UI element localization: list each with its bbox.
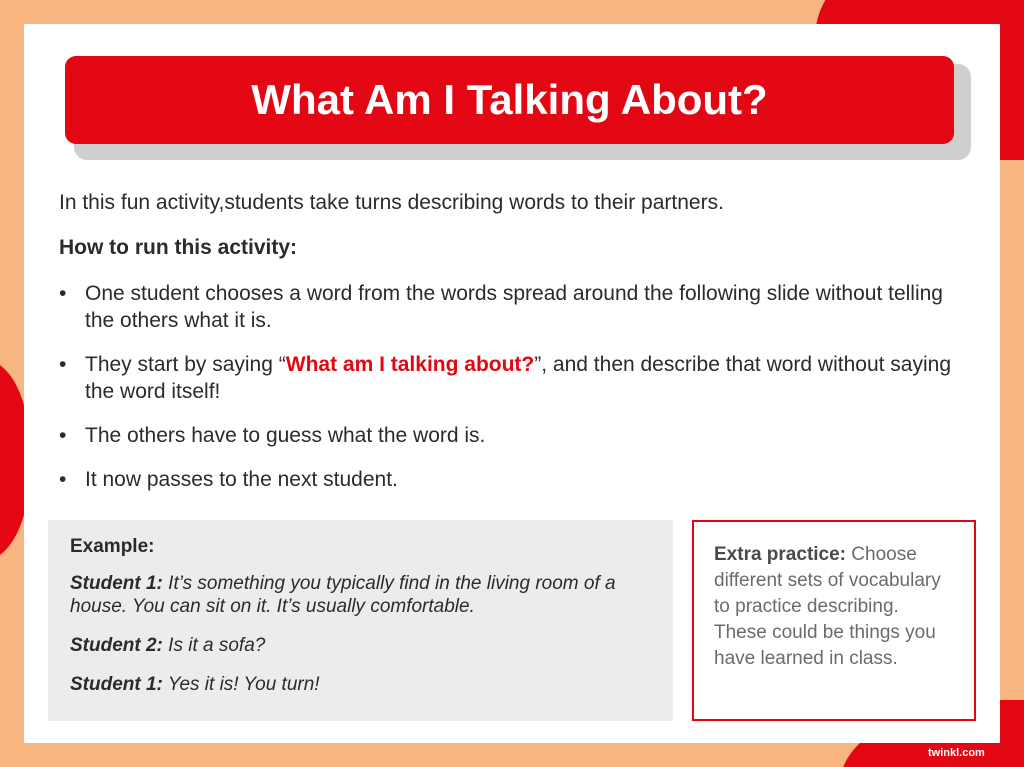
list-item — [59, 280, 959, 334]
example-title: Example: — [70, 536, 155, 557]
extra-practice-text: Choose different sets of vocabulary to practice describing. These could be things you have learned in class. — [714, 544, 941, 669]
example-line — [70, 634, 651, 657]
step-text: It now passes to the next student. — [85, 468, 398, 491]
list-item — [59, 466, 959, 493]
bullet-icon: • — [59, 282, 67, 305]
slide-card — [24, 24, 1000, 743]
bullet-icon: • — [59, 468, 67, 491]
example-text: Yes it is! You turn! — [162, 674, 320, 695]
intro-text: In this fun activity,students take turns describing words to their partners. — [59, 191, 724, 214]
bullet-icon: • — [59, 353, 67, 376]
bullet-icon: • — [59, 424, 67, 447]
extra-practice-box — [692, 520, 976, 721]
step-text-after: ”, and then describe that word without saying the word itself! — [85, 353, 952, 403]
step-text: The others have to guess what the word is. — [85, 424, 486, 447]
example-line — [70, 572, 651, 618]
example-speaker: Student 1: — [70, 674, 163, 695]
example-text: Is it a sofa? — [162, 635, 266, 656]
slide-title: What Am I Talking About? — [251, 76, 768, 123]
step-highlight: What am I talking about? — [285, 353, 535, 376]
howto-heading: How to run this activity: — [59, 236, 298, 259]
brand-logo: twinkl.com — [928, 747, 985, 759]
step-text-before: They start by saying “ — [85, 353, 286, 376]
extra-practice-label: Extra practice: — [714, 544, 847, 565]
example-text: It’s something you typically find in the living room of a house. You can sit on it. It’s usually comfortable. — [70, 573, 616, 617]
example-speaker: Student 1: — [70, 573, 163, 594]
step-text: One student chooses a word from the words spread around the following slide without telling the others what it is. — [85, 282, 943, 332]
steps-list — [59, 280, 959, 510]
example-box — [48, 520, 673, 721]
example-line — [70, 673, 651, 696]
title-bar — [65, 56, 954, 144]
list-item — [59, 351, 959, 405]
list-item — [59, 422, 959, 449]
example-speaker: Student 2: — [70, 635, 163, 656]
